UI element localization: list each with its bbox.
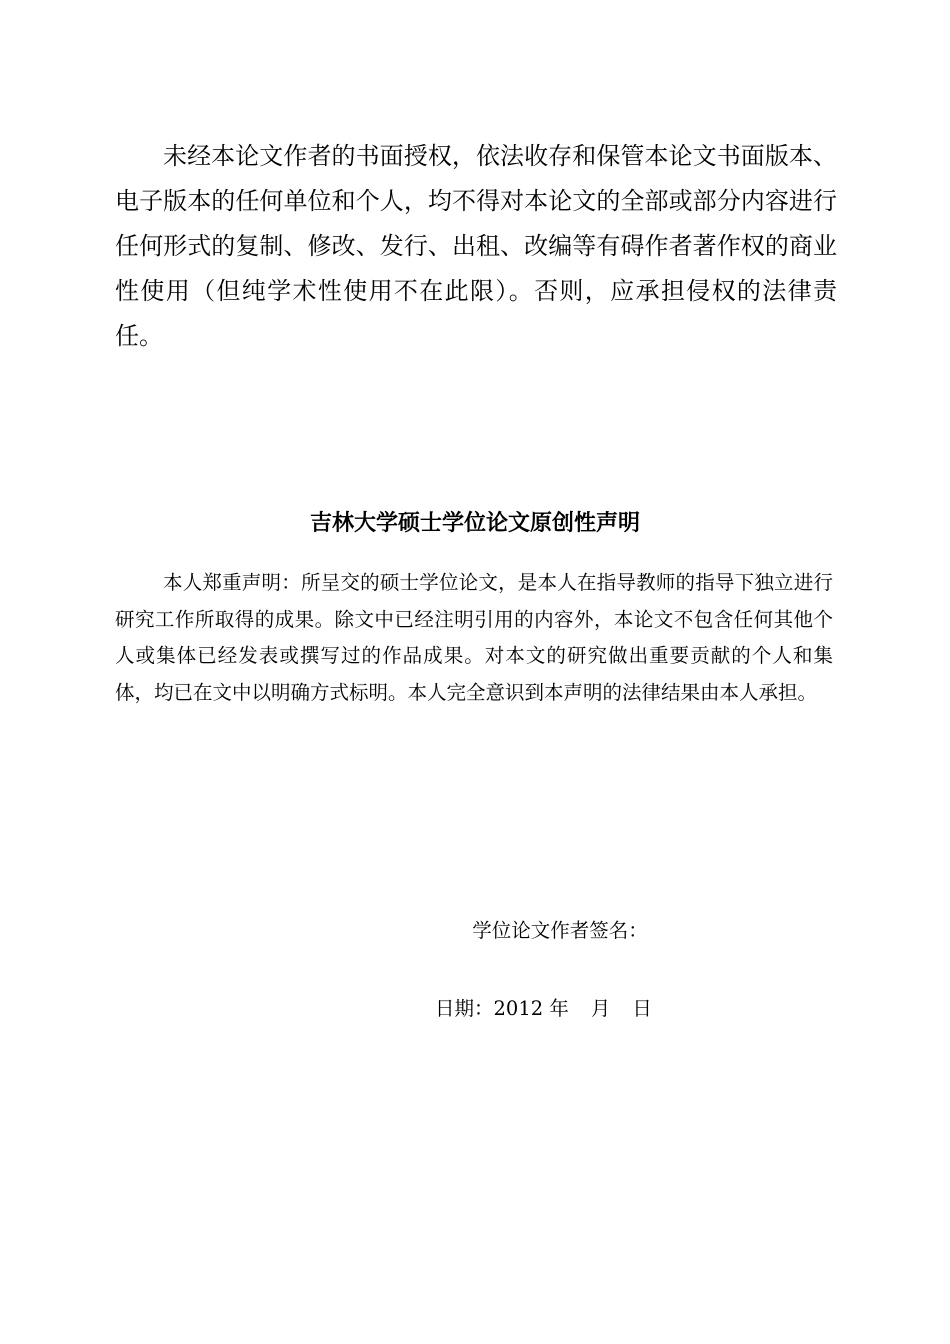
date-label: 日期： bbox=[435, 997, 494, 1020]
copyright-notice: 未经本论文作者的书面授权，依法收存和保管本论文书面版本、电子版本的任何单位和个人，均不得对本论文的全部或部分内容进行任何形式的复制、修改、发行、出租、改编等有碍作者著作权的商业性使用（但纯学术性使用不在此限）。否则，应承担侵权的法律责任。 bbox=[115, 142, 837, 350]
author-signature-line bbox=[435, 872, 652, 989]
date-year: 2012 bbox=[493, 997, 544, 1020]
author-signature-label: 学位论文作者签名： bbox=[472, 919, 648, 942]
declaration-title: 吉林大学硕士学位论文原创性声明 bbox=[309, 510, 640, 536]
declaration-body: 本人郑重声明：所呈交的硕士学位论文，是本人在指导教师的指导下独立进行研究工作所取得的成果。除文中已经注明引用的内容外，本论文不包含任何其他个人或集体已经发表或撰写过的作品成果。对本文的研究做出重要贡献的个人和集体，均已在文中以明确方式标明。本人完全意识到本声明的法律结果由本人承担。 bbox=[115, 571, 833, 704]
signature-block bbox=[435, 872, 652, 1028]
date-day-unit: 日 bbox=[632, 997, 652, 1020]
date-line bbox=[435, 989, 652, 1028]
date-year-unit: 年 bbox=[549, 997, 569, 1020]
date-month-unit: 月 bbox=[590, 997, 611, 1020]
